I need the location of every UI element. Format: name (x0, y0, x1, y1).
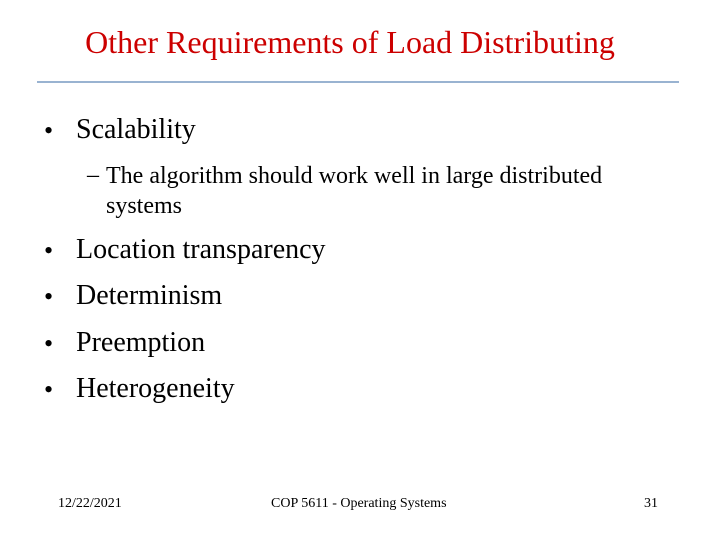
bullet-text: Location transparency (76, 234, 326, 265)
bullet-text: Preemption (76, 327, 206, 358)
footer-course: COP 5611 - Operating Systems (271, 496, 447, 511)
sub-bullet-text: The algorithm should work well in large distributed systems (106, 163, 603, 219)
bullet-text: Scalability (76, 114, 196, 145)
bullet-marker: • (44, 282, 54, 311)
bullet-text: Determinism (76, 280, 223, 311)
bullet-marker: • (44, 329, 54, 358)
title-divider (37, 81, 679, 83)
bullet-text: Heterogeneity (76, 373, 235, 404)
footer-page-number: 31 (644, 496, 658, 511)
bullet-marker: • (44, 116, 54, 145)
bullet-marker: • (44, 236, 54, 265)
sub-bullet-marker: – (87, 162, 99, 188)
footer-date: 12/22/2021 (58, 496, 122, 511)
bullet-marker: • (44, 375, 54, 404)
slide-title: Other Requirements of Load Distributing (85, 24, 615, 60)
